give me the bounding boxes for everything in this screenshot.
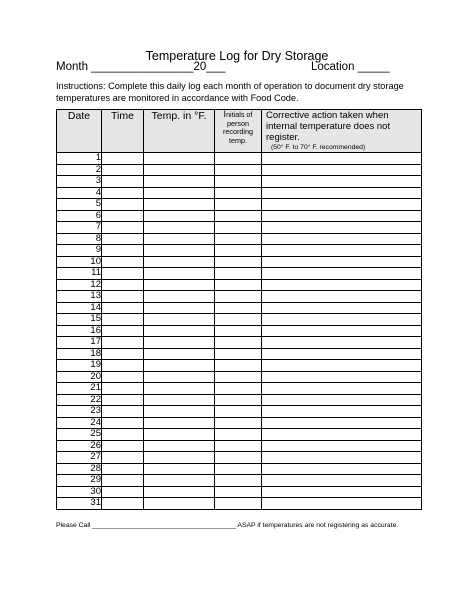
initials-cell[interactable] [215, 429, 262, 441]
temp-cell[interactable] [144, 383, 215, 395]
date-cell: 4 [57, 187, 102, 199]
table-row [57, 452, 422, 464]
time-cell[interactable] [102, 164, 144, 176]
initials-cell[interactable] [215, 256, 262, 268]
table-row [57, 440, 422, 452]
date-cell: 30 [57, 486, 102, 498]
corrective-cell[interactable] [262, 233, 422, 245]
date-cell: 22 [57, 394, 102, 406]
time-cell[interactable] [102, 153, 144, 165]
date-cell: 11 [57, 268, 102, 280]
temp-cell[interactable] [144, 164, 215, 176]
table-row [57, 210, 422, 222]
temp-cell[interactable] [144, 291, 215, 303]
corrective-cell[interactable] [262, 429, 422, 441]
temp-cell[interactable] [144, 417, 215, 429]
time-cell[interactable] [102, 394, 144, 406]
date-cell: 25 [57, 429, 102, 441]
temp-cell[interactable] [144, 360, 215, 372]
corrective-cell[interactable] [262, 199, 422, 211]
temp-cell[interactable] [144, 486, 215, 498]
corrective-cell[interactable] [262, 360, 422, 372]
corrective-cell[interactable] [262, 222, 422, 234]
initials-cell[interactable] [215, 475, 262, 487]
initials-cell[interactable] [215, 498, 262, 510]
table-row [57, 394, 422, 406]
time-cell[interactable] [102, 383, 144, 395]
corrective-cell[interactable] [262, 383, 422, 395]
corrective-cell[interactable] [262, 210, 422, 222]
temp-cell[interactable] [144, 268, 215, 280]
date-cell: 12 [57, 279, 102, 291]
table-body [57, 153, 422, 510]
table-row [57, 268, 422, 280]
corrective-cell[interactable] [262, 452, 422, 464]
header-corrective-action [262, 110, 422, 153]
table-row [57, 325, 422, 337]
time-cell[interactable] [102, 452, 144, 464]
corrective-cell[interactable] [262, 475, 422, 487]
temp-cell[interactable] [144, 440, 215, 452]
temp-cell[interactable] [144, 325, 215, 337]
temp-cell[interactable] [144, 210, 215, 222]
table-row [57, 245, 422, 257]
initials-cell[interactable] [215, 360, 262, 372]
table-row [57, 429, 422, 441]
initials-cell[interactable] [215, 268, 262, 280]
temp-cell[interactable] [144, 463, 215, 475]
date-cell: 18 [57, 348, 102, 360]
date-cell: 9 [57, 245, 102, 257]
footer-note: Please Call ______________________________________ ASAP if temperatures are not registering as accurate. [56, 522, 399, 529]
temp-cell[interactable] [144, 452, 215, 464]
initials-cell[interactable] [215, 325, 262, 337]
time-cell[interactable] [102, 268, 144, 280]
corrective-cell[interactable] [262, 463, 422, 475]
corrective-cell[interactable] [262, 268, 422, 280]
corrective-cell[interactable] [262, 440, 422, 452]
time-cell[interactable] [102, 314, 144, 326]
date-cell: 23 [57, 406, 102, 418]
date-cell: 10 [57, 256, 102, 268]
corrective-cell[interactable] [262, 394, 422, 406]
date-cell: 28 [57, 463, 102, 475]
initials-cell[interactable] [215, 164, 262, 176]
temp-cell[interactable] [144, 406, 215, 418]
time-cell[interactable] [102, 222, 144, 234]
initials-cell[interactable] [215, 187, 262, 199]
temp-cell[interactable] [144, 371, 215, 383]
corrective-cell[interactable] [262, 256, 422, 268]
table-row [57, 360, 422, 372]
time-cell[interactable] [102, 325, 144, 337]
table-row [57, 475, 422, 487]
table-header-row [57, 110, 422, 153]
temp-cell[interactable] [144, 302, 215, 314]
initials-cell[interactable] [215, 463, 262, 475]
header-corrective-note: (50° F. to 70° F. recommended) [271, 144, 366, 151]
corrective-cell[interactable] [262, 371, 422, 383]
date-cell: 1 [57, 153, 102, 165]
initials-cell[interactable] [215, 291, 262, 303]
temp-cell[interactable] [144, 475, 215, 487]
header-initials-rest: nitials of person recording temp. [223, 110, 253, 145]
corrective-cell[interactable] [262, 279, 422, 291]
table-row [57, 222, 422, 234]
time-cell[interactable] [102, 199, 144, 211]
table-row [57, 233, 422, 245]
temp-cell[interactable] [144, 245, 215, 257]
initials-cell[interactable] [215, 394, 262, 406]
initials-cell[interactable] [215, 153, 262, 165]
date-cell: 20 [57, 371, 102, 383]
date-cell: 24 [57, 417, 102, 429]
table-row [57, 417, 422, 429]
initials-cell[interactable] [215, 222, 262, 234]
initials-cell[interactable] [215, 314, 262, 326]
table-row [57, 383, 422, 395]
initials-cell[interactable] [215, 440, 262, 452]
corrective-cell[interactable] [262, 325, 422, 337]
date-cell: 5 [57, 199, 102, 211]
initials-cell[interactable] [215, 417, 262, 429]
date-cell: 19 [57, 360, 102, 372]
date-cell: 29 [57, 475, 102, 487]
initials-cell[interactable] [215, 210, 262, 222]
date-cell: 3 [57, 176, 102, 188]
time-cell[interactable] [102, 210, 144, 222]
corrective-cell[interactable] [262, 302, 422, 314]
time-cell[interactable] [102, 337, 144, 349]
time-cell[interactable] [102, 429, 144, 441]
temp-cell[interactable] [144, 256, 215, 268]
temp-cell[interactable] [144, 187, 215, 199]
table-row [57, 406, 422, 418]
date-cell: 13 [57, 291, 102, 303]
time-cell[interactable] [102, 498, 144, 510]
time-cell[interactable] [102, 486, 144, 498]
table-row [57, 348, 422, 360]
date-cell: 26 [57, 440, 102, 452]
initials-cell[interactable] [215, 176, 262, 188]
initials-cell[interactable] [215, 199, 262, 211]
table-row [57, 486, 422, 498]
table-row [57, 256, 422, 268]
corrective-cell[interactable] [262, 348, 422, 360]
corrective-cell[interactable] [262, 337, 422, 349]
initials-cell[interactable] [215, 348, 262, 360]
table-row [57, 337, 422, 349]
time-cell[interactable] [102, 245, 144, 257]
date-cell: 16 [57, 325, 102, 337]
initials-cell[interactable] [215, 233, 262, 245]
temp-cell[interactable] [144, 279, 215, 291]
table-row [57, 314, 422, 326]
date-cell: 31 [57, 498, 102, 510]
temp-cell[interactable] [144, 222, 215, 234]
time-cell[interactable] [102, 176, 144, 188]
temp-cell[interactable] [144, 429, 215, 441]
time-cell[interactable] [102, 233, 144, 245]
corrective-cell[interactable] [262, 417, 422, 429]
time-cell[interactable] [102, 360, 144, 372]
corrective-cell[interactable] [262, 486, 422, 498]
table-row [57, 371, 422, 383]
temp-cell[interactable] [144, 314, 215, 326]
corrective-cell[interactable] [262, 187, 422, 199]
temp-cell[interactable] [144, 337, 215, 349]
temp-cell[interactable] [144, 394, 215, 406]
date-cell: 15 [57, 314, 102, 326]
date-cell: 27 [57, 452, 102, 464]
table-row [57, 164, 422, 176]
table-row [57, 302, 422, 314]
initials-cell[interactable] [215, 279, 262, 291]
corrective-cell[interactable] [262, 291, 422, 303]
corrective-cell[interactable] [262, 498, 422, 510]
date-cell: 2 [57, 164, 102, 176]
corrective-cell[interactable] [262, 164, 422, 176]
time-cell[interactable] [102, 187, 144, 199]
time-cell[interactable] [102, 417, 144, 429]
instructions-text: Instructions: Complete this daily log each month of operation to document dry storage temperatures are monitored in accordance with Food Code. [56, 81, 404, 103]
location-field-label: Location _____ [311, 61, 390, 73]
time-cell[interactable] [102, 291, 144, 303]
initials-cell[interactable] [215, 302, 262, 314]
date-cell: 8 [57, 233, 102, 245]
date-cell: 17 [57, 337, 102, 349]
month-field-label: Month ________________20___ [56, 61, 226, 73]
table-row [57, 279, 422, 291]
temp-cell[interactable] [144, 153, 215, 165]
table-row [57, 199, 422, 211]
header-corrective-text: Corrective action taken when internal temperature does not register. [266, 110, 391, 143]
time-cell[interactable] [102, 302, 144, 314]
page-title: Temperature Log for Dry Storage [145, 49, 329, 63]
initials-cell[interactable] [215, 383, 262, 395]
corrective-cell[interactable] [262, 314, 422, 326]
time-cell[interactable] [102, 279, 144, 291]
header-temperature: Temp. in °F. [144, 110, 215, 153]
temp-cell[interactable] [144, 199, 215, 211]
temp-cell[interactable] [144, 348, 215, 360]
table-row [57, 291, 422, 303]
initials-cell[interactable] [215, 406, 262, 418]
header-initials-initial-letter: I [223, 109, 227, 119]
time-cell[interactable] [102, 463, 144, 475]
date-cell: 6 [57, 210, 102, 222]
date-cell: 7 [57, 222, 102, 234]
temp-cell[interactable] [144, 176, 215, 188]
time-cell[interactable] [102, 475, 144, 487]
temp-cell[interactable] [144, 233, 215, 245]
temperature-log-table [56, 109, 422, 510]
time-cell[interactable] [102, 256, 144, 268]
date-cell: 21 [57, 383, 102, 395]
date-cell: 14 [57, 302, 102, 314]
time-cell[interactable] [102, 348, 144, 360]
time-cell[interactable] [102, 440, 144, 452]
time-cell[interactable] [102, 371, 144, 383]
corrective-cell[interactable] [262, 153, 422, 165]
table-row [57, 153, 422, 165]
corrective-cell[interactable] [262, 406, 422, 418]
table-row [57, 463, 422, 475]
header-initials [215, 110, 262, 153]
initials-cell[interactable] [215, 245, 262, 257]
initials-cell[interactable] [215, 452, 262, 464]
initials-cell[interactable] [215, 337, 262, 349]
header-date: Date [57, 110, 102, 153]
temp-cell[interactable] [144, 498, 215, 510]
initials-cell[interactable] [215, 371, 262, 383]
initials-cell[interactable] [215, 486, 262, 498]
corrective-cell[interactable] [262, 176, 422, 188]
corrective-cell[interactable] [262, 245, 422, 257]
time-cell[interactable] [102, 406, 144, 418]
table-row [57, 187, 422, 199]
table-row [57, 498, 422, 510]
header-time: Time [102, 110, 144, 153]
table-row [57, 176, 422, 188]
